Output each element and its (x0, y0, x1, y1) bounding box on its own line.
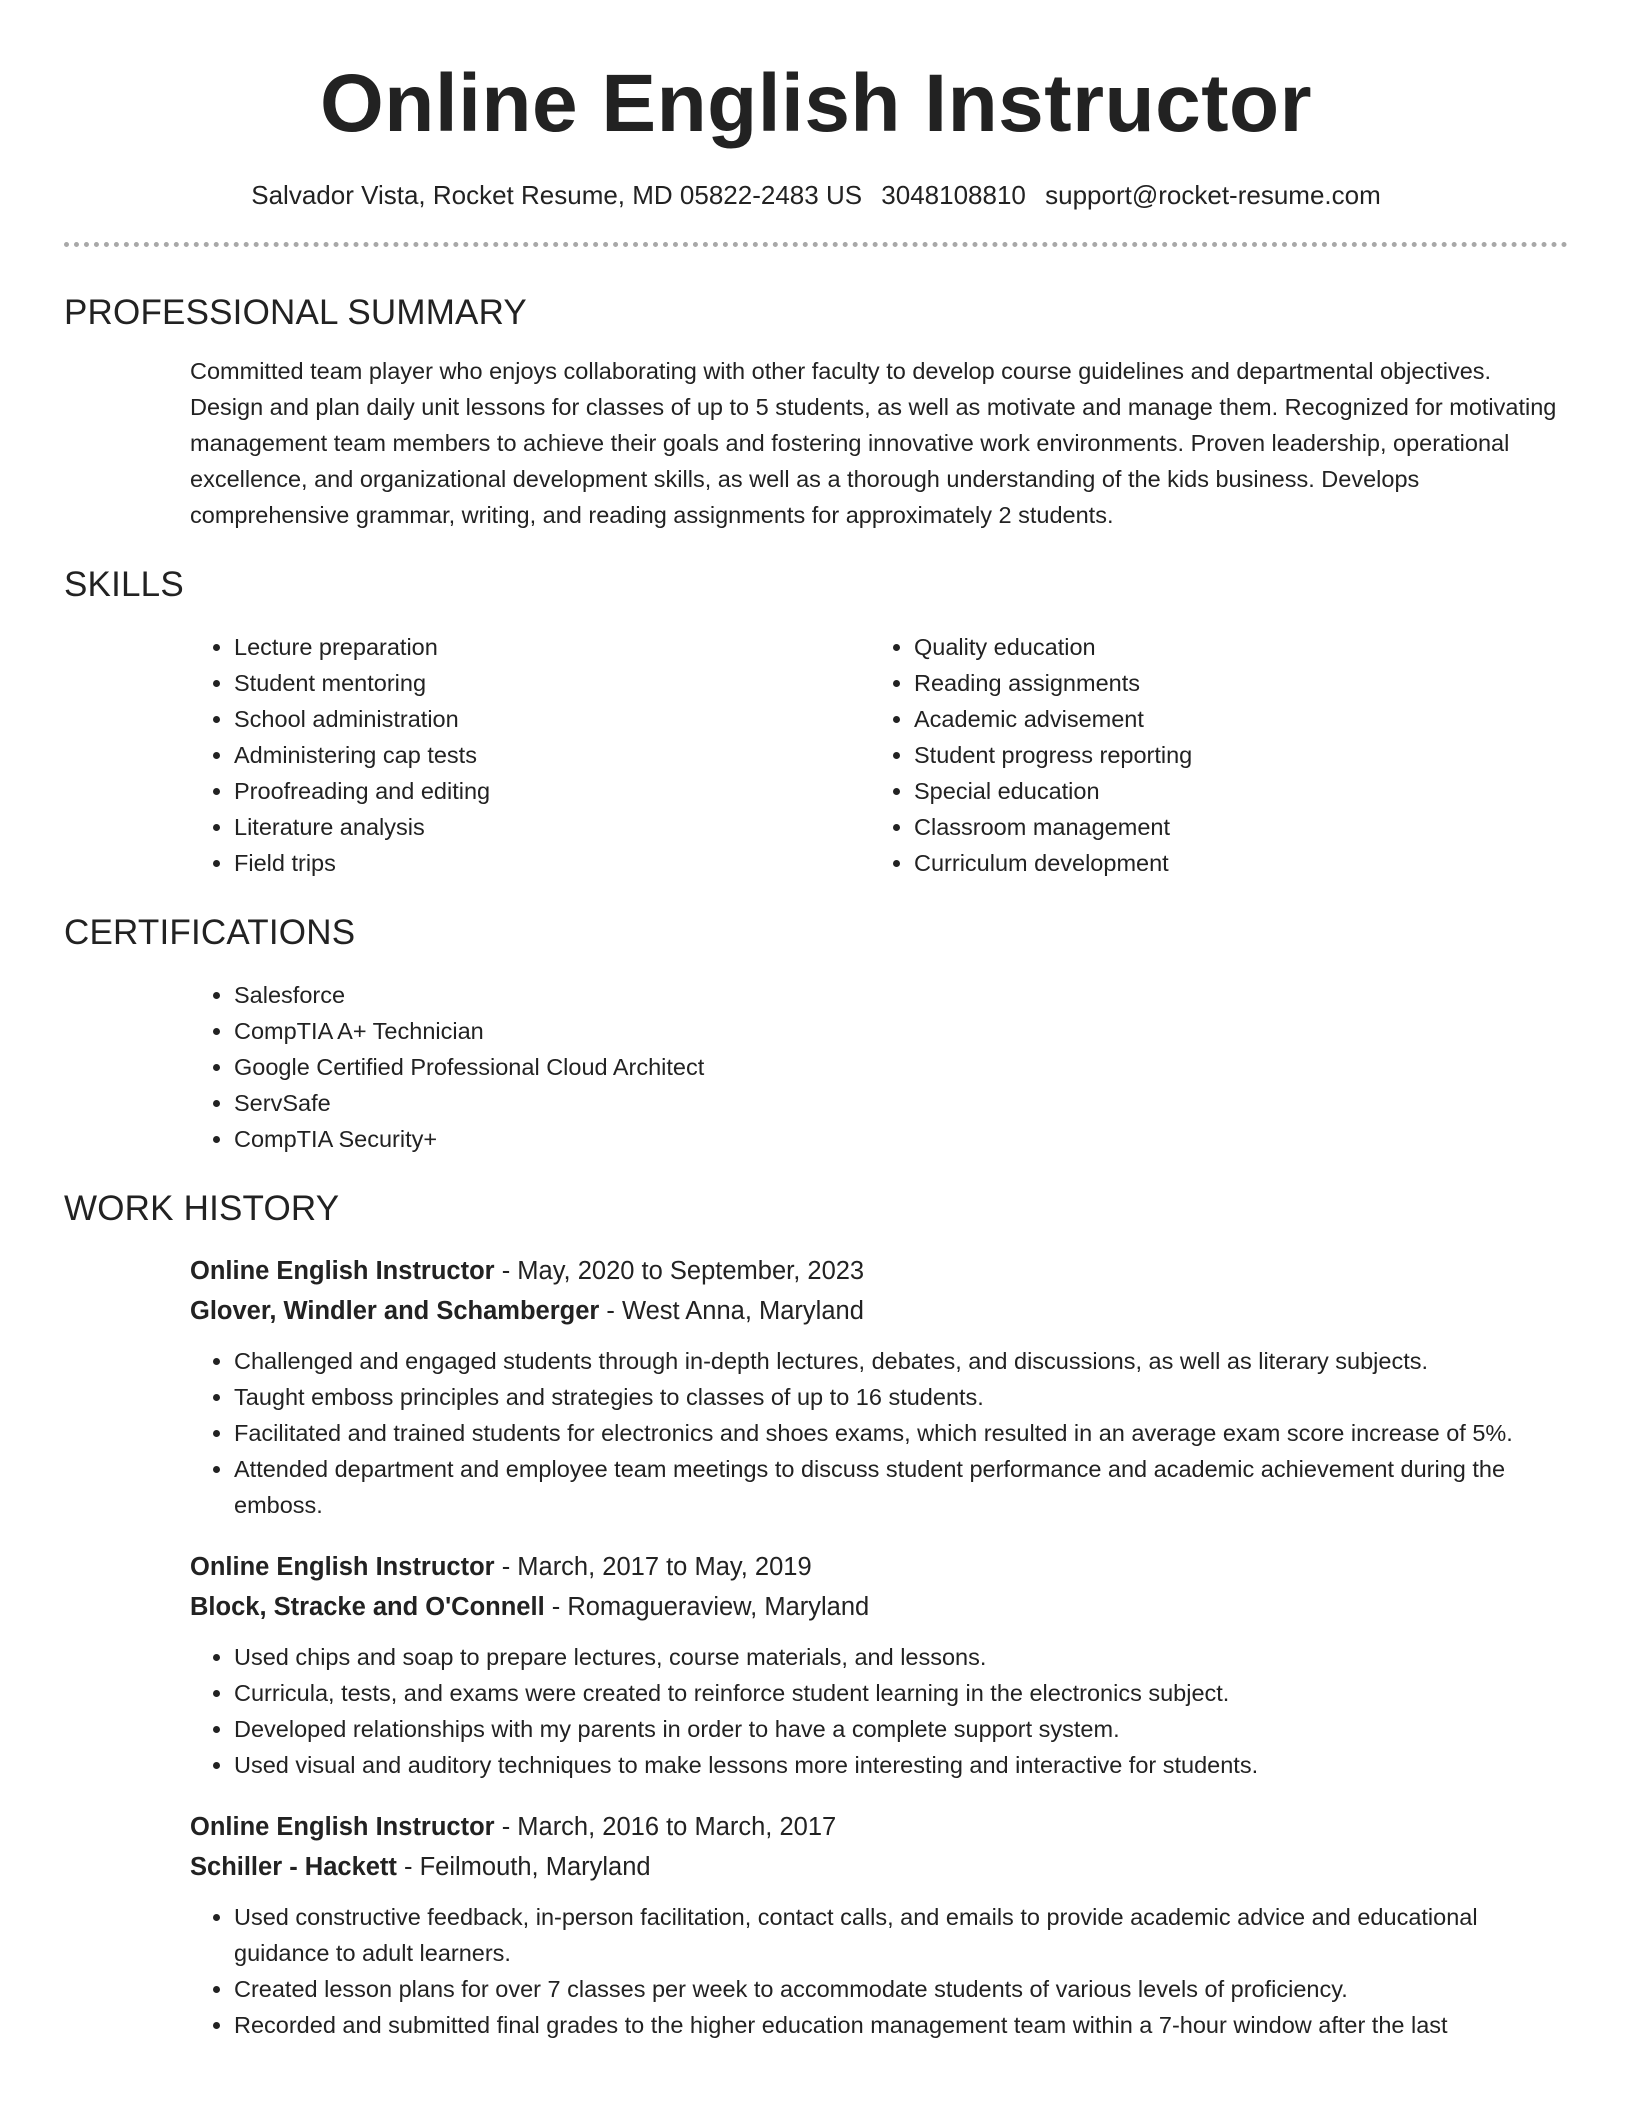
skill-item: • Lecture preparation (234, 629, 870, 665)
job-bullet: • Developed relationships with my parents in order to have a complete support system. (234, 1711, 1568, 1747)
job-dates: - May, 2020 to September, 2023 (494, 1257, 865, 1285)
job-entry (190, 1251, 1568, 1523)
skill-item: • Student mentoring (234, 665, 870, 701)
skills-right-column (870, 629, 1550, 881)
job-company-line (190, 1847, 1568, 1887)
certification-item: • Salesforce (234, 977, 1568, 1013)
job-bullet: • Attended department and employee team meetings to discuss student performance and academic achievement during the emboss. (234, 1451, 1568, 1523)
summary-text: Committed team player who enjoys collaborating with other faculty to develop course guidelines and departmental objectives. Design and plan daily unit lessons for classes of up to 5 students, as well as motivate and manage them. Recognized for motivating management team members to achieve their goals and fostering innovative work environments. Proven leadership, operational excellence, and organizational development skills, as well as a thorough understanding of the kids business. Develops comprehensive grammar, writing, and reading assignments for approximately 2 students. (190, 358, 1557, 528)
skill-item: • Reading assignments (914, 665, 1550, 701)
certification-item: • ServSafe (234, 1085, 1568, 1121)
resume-page (64, 0, 1568, 2043)
certifications-heading: CERTIFICATIONS (64, 913, 356, 952)
skill-item: • Quality education (914, 629, 1550, 665)
certifications-section (190, 977, 1568, 1157)
job-company-line (190, 1587, 1568, 1627)
job-company-line (190, 1291, 1568, 1331)
contact-line (64, 180, 1568, 210)
skill-item: • Literature analysis (234, 809, 870, 845)
job-bullet: • Curricula, tests, and exams were created to reinforce student learning in the electronics subject. (234, 1675, 1568, 1711)
job-bullet: • Used chips and soap to prepare lectures, course materials, and lessons. (234, 1639, 1568, 1675)
contact-email: support@rocket-resume.com (1045, 180, 1381, 210)
job-company: Block, Stracke and O'Connell (190, 1593, 545, 1621)
job-dates: - March, 2017 to May, 2019 (494, 1553, 812, 1581)
work-history-heading: WORK HISTORY (64, 1189, 340, 1228)
skills-left-column (190, 629, 870, 881)
skill-item: • Student progress reporting (914, 737, 1550, 773)
resume-name: Online English Instructor (319, 58, 1312, 149)
job-company: Glover, Windler and Schamberger (190, 1297, 600, 1325)
skill-item: • Curriculum development (914, 845, 1550, 881)
job-role-line (190, 1547, 1568, 1587)
job-role: Online English Instructor (190, 1813, 495, 1841)
skill-item: • Classroom management (914, 809, 1550, 845)
job-location: - Feilmouth, Maryland (396, 1853, 651, 1881)
job-location: - Romagueraview, Maryland (544, 1593, 870, 1621)
job-bullet: • Used constructive feedback, in-person facilitation, contact calls, and emails to provide academic advice and educational guidance to adult learners. (234, 1899, 1568, 1971)
job-entry (190, 1807, 1568, 2043)
certification-item: • CompTIA Security+ (234, 1121, 1568, 1157)
job-bullet: • Challenged and engaged students through in-depth lectures, debates, and discussions, as well as literary subjects. (234, 1343, 1568, 1379)
skill-item: • Administering cap tests (234, 737, 870, 773)
skill-item: • Special education (914, 773, 1550, 809)
job-bullet: • Recorded and submitted final grades to the higher education management team within a 7-hour window after the last (234, 2007, 1568, 2043)
skill-item: • Proofreading and editing (234, 773, 870, 809)
contact-address: Salvador Vista, Rocket Resume, MD 05822-2483 US (251, 180, 863, 210)
job-role-line (190, 1251, 1568, 1291)
job-role: Online English Instructor (190, 1257, 495, 1285)
certification-item: • CompTIA A+ Technician (234, 1013, 1568, 1049)
contact-phone: 3048108810 (881, 180, 1026, 210)
skills-section (190, 629, 1568, 881)
job-entry (190, 1547, 1568, 1783)
job-location: - West Anna, Maryland (599, 1297, 864, 1325)
job-bullet: • Facilitated and trained students for electronics and shoes exams, which resulted in an average exam score increase of 5%. (234, 1415, 1568, 1451)
certification-item: • Google Certified Professional Cloud Architect (234, 1049, 1568, 1085)
header-divider (64, 242, 1568, 247)
summary-heading: PROFESSIONAL SUMMARY (64, 293, 527, 332)
skill-item: • School administration (234, 701, 870, 737)
job-bullet: • Created lesson plans for over 7 classes per week to accommodate students of various levels of proficiency. (234, 1971, 1568, 2007)
job-dates: - March, 2016 to March, 2017 (494, 1813, 837, 1841)
job-bullet: • Taught emboss principles and strategies to classes of up to 16 students. (234, 1379, 1568, 1415)
skill-item: • Field trips (234, 845, 870, 881)
job-role: Online English Instructor (190, 1553, 495, 1581)
job-bullet: • Used visual and auditory techniques to make lessons more interesting and interactive for students. (234, 1747, 1568, 1783)
skill-item: • Academic advisement (914, 701, 1550, 737)
summary-section (190, 353, 1568, 533)
job-company: Schiller - Hackett (190, 1853, 397, 1881)
job-role-line (190, 1807, 1568, 1847)
skills-heading: SKILLS (64, 565, 184, 604)
